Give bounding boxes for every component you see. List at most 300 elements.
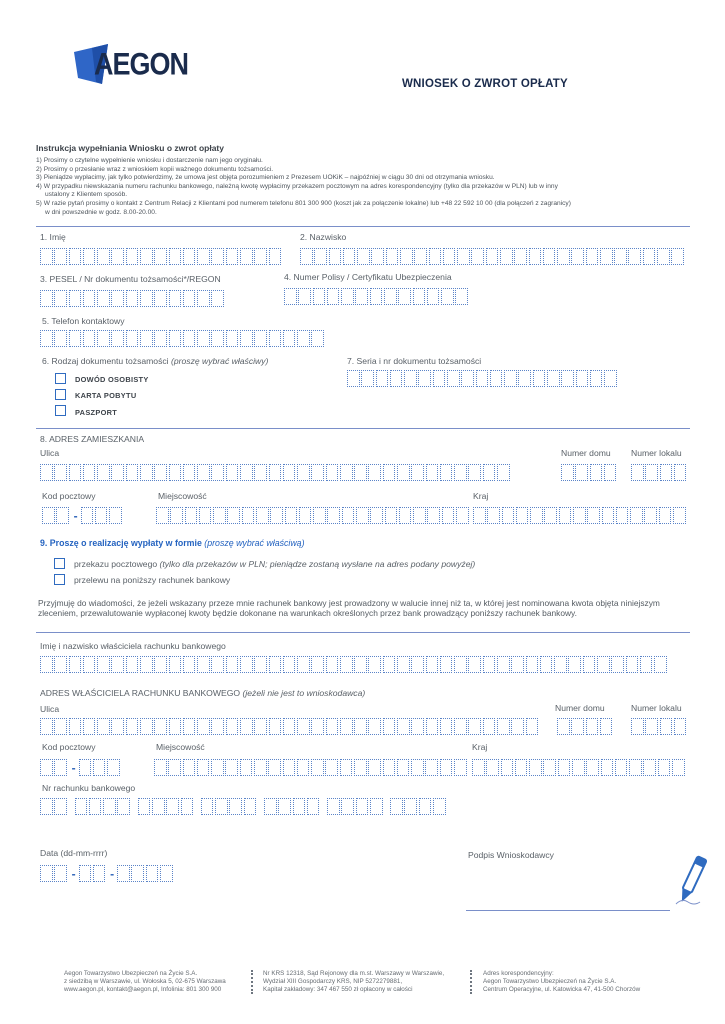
char-box[interactable]	[126, 290, 139, 307]
first-name-field[interactable]	[40, 248, 283, 265]
char-box[interactable]	[497, 464, 510, 481]
char-box[interactable]	[185, 507, 198, 524]
char-box[interactable]	[443, 248, 456, 265]
char-box[interactable]	[357, 248, 370, 265]
char-box[interactable]	[75, 798, 88, 815]
char-box[interactable]	[140, 248, 153, 265]
char-box[interactable]	[154, 290, 167, 307]
char-box[interactable]	[240, 330, 253, 347]
char-box[interactable]	[356, 798, 369, 815]
char-box[interactable]	[140, 718, 153, 735]
char-box[interactable]	[419, 798, 432, 815]
char-box[interactable]	[140, 290, 153, 307]
char-box[interactable]	[383, 718, 396, 735]
char-box[interactable]	[640, 656, 653, 673]
char-box[interactable]	[568, 656, 581, 673]
char-box[interactable]	[146, 865, 159, 882]
char-box[interactable]	[183, 656, 196, 673]
char-box[interactable]	[97, 464, 110, 481]
char-box[interactable]	[385, 507, 398, 524]
char-box[interactable]	[89, 798, 102, 815]
char-box[interactable]	[472, 759, 485, 776]
char-box[interactable]	[457, 248, 470, 265]
char-box[interactable]	[674, 718, 687, 735]
char-box[interactable]	[433, 798, 446, 815]
char-box[interactable]	[368, 656, 381, 673]
char-box[interactable]	[83, 464, 96, 481]
bank-transfer-checkbox[interactable]	[54, 574, 65, 585]
char-box[interactable]	[254, 464, 267, 481]
char-box[interactable]	[501, 759, 514, 776]
char-box[interactable]	[573, 507, 586, 524]
char-box[interactable]	[93, 759, 106, 776]
char-box[interactable]	[370, 507, 383, 524]
char-box[interactable]	[283, 759, 296, 776]
char-box[interactable]	[226, 718, 239, 735]
account-owner-field[interactable]	[40, 656, 668, 673]
char-box[interactable]	[530, 507, 543, 524]
char-box[interactable]	[586, 718, 599, 735]
owner-flat-number-field[interactable]	[631, 718, 688, 735]
char-box[interactable]	[79, 865, 92, 882]
char-box[interactable]	[240, 759, 253, 776]
char-box[interactable]	[297, 330, 310, 347]
char-box[interactable]	[140, 464, 153, 481]
char-box[interactable]	[454, 464, 467, 481]
char-box[interactable]	[631, 718, 644, 735]
signature-line[interactable]	[466, 910, 670, 911]
char-box[interactable]	[311, 759, 324, 776]
char-box[interactable]	[183, 464, 196, 481]
char-box[interactable]	[476, 370, 489, 387]
char-box[interactable]	[169, 464, 182, 481]
char-box[interactable]	[399, 507, 412, 524]
char-box[interactable]	[483, 718, 496, 735]
phone-field[interactable]	[40, 330, 326, 347]
char-box[interactable]	[426, 656, 439, 673]
pesel-field[interactable]	[40, 290, 226, 307]
char-box[interactable]	[311, 330, 324, 347]
char-box[interactable]	[211, 759, 224, 776]
char-box[interactable]	[307, 798, 320, 815]
char-box[interactable]	[97, 656, 110, 673]
char-box[interactable]	[654, 656, 667, 673]
char-box[interactable]	[586, 248, 599, 265]
char-box[interactable]	[602, 507, 615, 524]
char-box[interactable]	[97, 330, 110, 347]
char-box[interactable]	[383, 656, 396, 673]
char-box[interactable]	[54, 865, 67, 882]
char-box[interactable]	[511, 718, 524, 735]
char-box[interactable]	[343, 248, 356, 265]
char-box[interactable]	[197, 656, 210, 673]
char-box[interactable]	[354, 759, 367, 776]
char-box[interactable]	[657, 248, 670, 265]
char-box[interactable]	[371, 248, 384, 265]
char-box[interactable]	[154, 464, 167, 481]
char-box[interactable]	[154, 330, 167, 347]
char-box[interactable]	[270, 507, 283, 524]
char-box[interactable]	[600, 248, 613, 265]
char-box[interactable]	[69, 330, 82, 347]
char-box[interactable]	[131, 865, 144, 882]
char-box[interactable]	[468, 656, 481, 673]
char-box[interactable]	[326, 656, 339, 673]
char-box[interactable]	[313, 288, 326, 305]
char-box[interactable]	[83, 330, 96, 347]
char-box[interactable]	[197, 330, 210, 347]
char-box[interactable]	[587, 507, 600, 524]
char-box[interactable]	[40, 798, 53, 815]
char-box[interactable]	[140, 330, 153, 347]
passport-checkbox[interactable]	[55, 405, 66, 416]
char-box[interactable]	[643, 759, 656, 776]
char-box[interactable]	[376, 370, 389, 387]
char-box[interactable]	[169, 290, 182, 307]
char-box[interactable]	[404, 370, 417, 387]
char-box[interactable]	[397, 656, 410, 673]
char-box[interactable]	[229, 798, 242, 815]
char-box[interactable]	[183, 759, 196, 776]
char-box[interactable]	[140, 656, 153, 673]
char-box[interactable]	[297, 718, 310, 735]
doc-number-field[interactable]	[347, 370, 618, 387]
country-field[interactable]	[473, 507, 687, 524]
char-box[interactable]	[226, 248, 239, 265]
char-box[interactable]	[111, 290, 124, 307]
char-box[interactable]	[398, 288, 411, 305]
char-box[interactable]	[211, 464, 224, 481]
char-box[interactable]	[340, 656, 353, 673]
char-box[interactable]	[626, 656, 639, 673]
char-box[interactable]	[81, 507, 94, 524]
char-box[interactable]	[483, 464, 496, 481]
char-box[interactable]	[425, 759, 438, 776]
char-box[interactable]	[111, 718, 124, 735]
char-box[interactable]	[433, 370, 446, 387]
char-box[interactable]	[427, 288, 440, 305]
char-box[interactable]	[340, 464, 353, 481]
char-box[interactable]	[227, 507, 240, 524]
char-box[interactable]	[490, 370, 503, 387]
char-box[interactable]	[356, 507, 369, 524]
char-box[interactable]	[283, 330, 296, 347]
char-box[interactable]	[181, 798, 194, 815]
char-box[interactable]	[576, 370, 589, 387]
char-box[interactable]	[297, 759, 310, 776]
char-box[interactable]	[293, 798, 306, 815]
char-box[interactable]	[240, 248, 253, 265]
char-box[interactable]	[547, 370, 560, 387]
char-box[interactable]	[411, 656, 424, 673]
postal-code-field[interactable]	[42, 507, 123, 524]
char-box[interactable]	[497, 718, 510, 735]
char-box[interactable]	[54, 464, 67, 481]
char-box[interactable]	[601, 759, 614, 776]
char-box[interactable]	[540, 656, 553, 673]
char-box[interactable]	[240, 656, 253, 673]
char-box[interactable]	[411, 718, 424, 735]
char-box[interactable]	[468, 464, 481, 481]
char-box[interactable]	[97, 718, 110, 735]
char-box[interactable]	[254, 759, 267, 776]
char-box[interactable]	[197, 248, 210, 265]
char-box[interactable]	[355, 288, 368, 305]
char-box[interactable]	[559, 507, 572, 524]
char-box[interactable]	[54, 656, 67, 673]
char-box[interactable]	[240, 464, 253, 481]
char-box[interactable]	[515, 759, 528, 776]
char-box[interactable]	[557, 248, 570, 265]
flat-number-field[interactable]	[631, 464, 688, 481]
char-box[interactable]	[340, 718, 353, 735]
char-box[interactable]	[526, 656, 539, 673]
char-box[interactable]	[329, 248, 342, 265]
char-box[interactable]	[583, 656, 596, 673]
char-box[interactable]	[543, 759, 556, 776]
char-box[interactable]	[154, 718, 167, 735]
char-box[interactable]	[169, 330, 182, 347]
house-number-field[interactable]	[561, 464, 618, 481]
char-box[interactable]	[311, 718, 324, 735]
char-box[interactable]	[658, 759, 671, 776]
char-box[interactable]	[284, 288, 297, 305]
char-box[interactable]	[455, 288, 468, 305]
char-box[interactable]	[40, 248, 53, 265]
char-box[interactable]	[95, 507, 108, 524]
char-box[interactable]	[40, 865, 53, 882]
char-box[interactable]	[341, 798, 354, 815]
char-box[interactable]	[117, 798, 130, 815]
char-box[interactable]	[411, 464, 424, 481]
char-box[interactable]	[93, 865, 106, 882]
char-box[interactable]	[526, 718, 539, 735]
char-box[interactable]	[103, 798, 116, 815]
char-box[interactable]	[590, 370, 603, 387]
char-box[interactable]	[297, 656, 310, 673]
char-box[interactable]	[69, 656, 82, 673]
char-box[interactable]	[254, 330, 267, 347]
char-box[interactable]	[69, 464, 82, 481]
char-box[interactable]	[264, 798, 277, 815]
char-box[interactable]	[440, 759, 453, 776]
char-box[interactable]	[297, 464, 310, 481]
char-box[interactable]	[644, 507, 657, 524]
char-box[interactable]	[558, 759, 571, 776]
char-box[interactable]	[426, 464, 439, 481]
owner-postal-code-field[interactable]	[40, 759, 121, 776]
char-box[interactable]	[269, 330, 282, 347]
char-box[interactable]	[111, 330, 124, 347]
char-box[interactable]	[586, 759, 599, 776]
char-box[interactable]	[107, 759, 120, 776]
char-box[interactable]	[126, 248, 139, 265]
char-box[interactable]	[183, 718, 196, 735]
id-card-checkbox[interactable]	[55, 373, 66, 384]
char-box[interactable]	[502, 507, 515, 524]
char-box[interactable]	[660, 464, 673, 481]
char-box[interactable]	[211, 290, 224, 307]
char-box[interactable]	[354, 656, 367, 673]
char-box[interactable]	[516, 507, 529, 524]
char-box[interactable]	[442, 507, 455, 524]
char-box[interactable]	[600, 718, 613, 735]
char-box[interactable]	[604, 464, 617, 481]
char-box[interactable]	[79, 759, 92, 776]
char-box[interactable]	[54, 798, 67, 815]
char-box[interactable]	[154, 656, 167, 673]
char-box[interactable]	[283, 718, 296, 735]
account-number-field[interactable]	[40, 798, 447, 815]
char-box[interactable]	[361, 370, 374, 387]
char-box[interactable]	[197, 759, 210, 776]
char-box[interactable]	[298, 288, 311, 305]
char-box[interactable]	[313, 507, 326, 524]
char-box[interactable]	[311, 656, 324, 673]
char-box[interactable]	[384, 288, 397, 305]
owner-house-number-field[interactable]	[557, 718, 614, 735]
char-box[interactable]	[299, 507, 312, 524]
char-box[interactable]	[441, 288, 454, 305]
char-box[interactable]	[138, 798, 151, 815]
char-box[interactable]	[169, 718, 182, 735]
char-box[interactable]	[327, 288, 340, 305]
char-box[interactable]	[183, 330, 196, 347]
char-box[interactable]	[354, 464, 367, 481]
owner-city-field[interactable]	[154, 759, 468, 776]
char-box[interactable]	[400, 248, 413, 265]
char-box[interactable]	[56, 507, 69, 524]
char-box[interactable]	[169, 656, 182, 673]
char-box[interactable]	[256, 507, 269, 524]
char-box[interactable]	[575, 464, 588, 481]
char-box[interactable]	[126, 464, 139, 481]
char-box[interactable]	[197, 464, 210, 481]
char-box[interactable]	[213, 507, 226, 524]
char-box[interactable]	[504, 370, 517, 387]
char-box[interactable]	[426, 718, 439, 735]
char-box[interactable]	[645, 464, 658, 481]
char-box[interactable]	[629, 759, 642, 776]
char-box[interactable]	[160, 865, 173, 882]
char-box[interactable]	[226, 464, 239, 481]
char-box[interactable]	[397, 464, 410, 481]
char-box[interactable]	[111, 248, 124, 265]
char-box[interactable]	[111, 656, 124, 673]
char-box[interactable]	[543, 248, 556, 265]
char-box[interactable]	[183, 248, 196, 265]
policy-field[interactable]	[284, 288, 470, 305]
char-box[interactable]	[283, 656, 296, 673]
char-box[interactable]	[40, 759, 53, 776]
char-box[interactable]	[411, 759, 424, 776]
char-box[interactable]	[514, 248, 527, 265]
char-box[interactable]	[170, 507, 183, 524]
char-box[interactable]	[226, 330, 239, 347]
char-box[interactable]	[197, 718, 210, 735]
char-box[interactable]	[544, 507, 557, 524]
char-box[interactable]	[314, 248, 327, 265]
char-box[interactable]	[97, 290, 110, 307]
postal-order-checkbox[interactable]	[54, 558, 65, 569]
char-box[interactable]	[440, 464, 453, 481]
char-box[interactable]	[590, 464, 603, 481]
char-box[interactable]	[631, 464, 644, 481]
owner-street-field[interactable]	[40, 718, 540, 735]
char-box[interactable]	[69, 718, 82, 735]
char-box[interactable]	[69, 290, 82, 307]
char-box[interactable]	[518, 370, 531, 387]
char-box[interactable]	[413, 507, 426, 524]
char-box[interactable]	[383, 464, 396, 481]
char-box[interactable]	[370, 288, 383, 305]
char-box[interactable]	[126, 656, 139, 673]
char-box[interactable]	[97, 248, 110, 265]
char-box[interactable]	[83, 290, 96, 307]
char-box[interactable]	[614, 248, 627, 265]
owner-country-field[interactable]	[472, 759, 686, 776]
char-box[interactable]	[454, 656, 467, 673]
char-box[interactable]	[278, 798, 291, 815]
char-box[interactable]	[40, 464, 53, 481]
char-box[interactable]	[386, 248, 399, 265]
char-box[interactable]	[254, 248, 267, 265]
char-box[interactable]	[340, 759, 353, 776]
char-box[interactable]	[285, 507, 298, 524]
char-box[interactable]	[572, 759, 585, 776]
char-box[interactable]	[54, 330, 67, 347]
char-box[interactable]	[672, 759, 685, 776]
char-box[interactable]	[674, 464, 687, 481]
char-box[interactable]	[40, 290, 53, 307]
char-box[interactable]	[486, 248, 499, 265]
char-box[interactable]	[397, 718, 410, 735]
char-box[interactable]	[326, 718, 339, 735]
char-box[interactable]	[500, 248, 513, 265]
char-box[interactable]	[300, 248, 313, 265]
char-box[interactable]	[468, 718, 481, 735]
char-box[interactable]	[561, 370, 574, 387]
char-box[interactable]	[461, 370, 474, 387]
char-box[interactable]	[486, 759, 499, 776]
city-field[interactable]	[156, 507, 470, 524]
char-box[interactable]	[254, 656, 267, 673]
residence-card-checkbox[interactable]	[55, 389, 66, 400]
char-box[interactable]	[211, 330, 224, 347]
char-box[interactable]	[117, 865, 130, 882]
char-box[interactable]	[225, 759, 238, 776]
char-box[interactable]	[169, 248, 182, 265]
char-box[interactable]	[269, 718, 282, 735]
char-box[interactable]	[414, 248, 427, 265]
char-box[interactable]	[183, 290, 196, 307]
char-box[interactable]	[242, 507, 255, 524]
char-box[interactable]	[54, 248, 67, 265]
char-box[interactable]	[109, 507, 122, 524]
char-box[interactable]	[40, 718, 53, 735]
char-box[interactable]	[390, 798, 403, 815]
char-box[interactable]	[440, 656, 453, 673]
char-box[interactable]	[529, 248, 542, 265]
street-field[interactable]	[40, 464, 511, 481]
char-box[interactable]	[404, 798, 417, 815]
char-box[interactable]	[168, 759, 181, 776]
char-box[interactable]	[456, 507, 469, 524]
char-box[interactable]	[283, 464, 296, 481]
char-box[interactable]	[368, 759, 381, 776]
char-box[interactable]	[111, 464, 124, 481]
char-box[interactable]	[370, 798, 383, 815]
